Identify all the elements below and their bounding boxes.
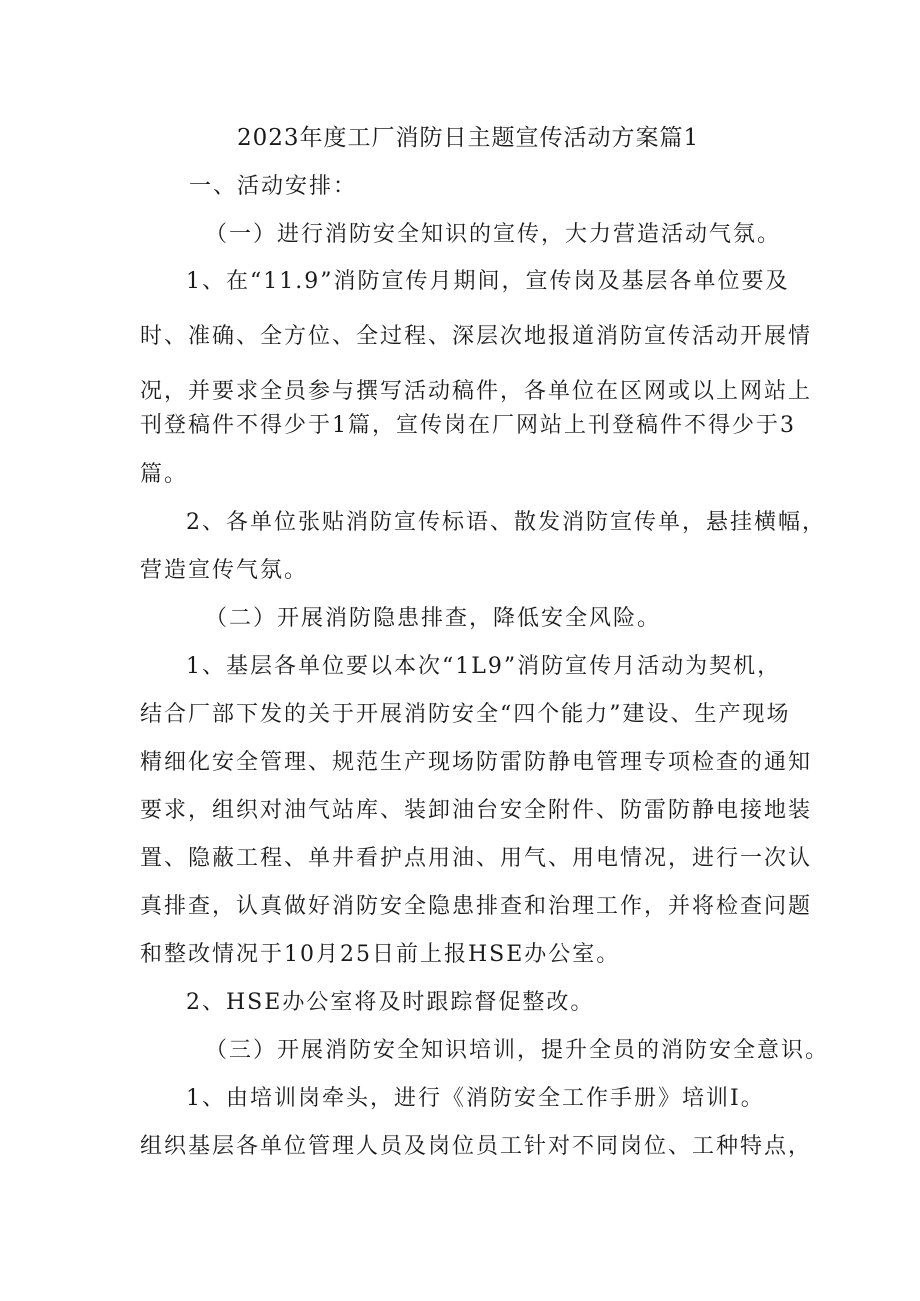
paragraph-line: 1、基层各单位要以本次“1L9”消防宣传月活动为契机，: [186, 654, 782, 679]
paragraph-line: 1、由培训岗牵头，进行《消防安全工作手册》培训I。: [186, 1086, 765, 1111]
paragraph-line: 结合厂部下发的关于开展消防安全“四个能力”建设、生产现场: [140, 702, 791, 727]
paragraph-line: 2、各单位张贴消防宣传标语、散发消防宣传单，悬挂横幅，: [186, 510, 826, 535]
paragraph-line: 要求，组织对油气站库、装卸油台安全附件、防雷防静电接地装: [140, 798, 813, 823]
paragraph-line: 组织基层各单位管理人员及岗位员工针对不同岗位、工种特点，: [140, 1134, 813, 1159]
paragraph-line: 2、HSE办公室将及时跟踪督促整改。: [186, 990, 595, 1015]
paragraph-line: 篇。: [140, 462, 189, 487]
subsection-heading-1: （一）进行消防安全知识的宣传，大力营造活动气氛。: [205, 222, 782, 247]
document-title: 2023年度工厂消防日主题宣传活动方案篇1: [237, 125, 700, 151]
paragraph-line: 况，并要求全员参与撰写活动稿件，各单位在区网或以上网站上: [140, 379, 813, 404]
section-heading-activity-arrangement: 一、活动安排：: [189, 174, 358, 199]
paragraph-line: 刊登稿件不得少于1篇，宣传岗在厂网站上刊登稿件不得少于3: [140, 413, 796, 438]
paragraph-line: 1、在“11.9”消防宣传月期间，宣传岗及基层各单位要及: [186, 269, 790, 294]
paragraph-line: 时、准确、全方位、全过程、深层次地报道消防宣传活动开展情: [140, 324, 813, 349]
paragraph-line: 置、隐蔽工程、单井看护点用油、用气、用电情况，进行一次认: [140, 846, 813, 871]
paragraph-line: 和整改情况于10月25日前上报HSE办公室。: [140, 942, 621, 967]
paragraph-line: 营造宣传气氛。: [140, 558, 309, 583]
paragraph-line: 真排查，认真做好消防安全隐患排查和治理工作，并将检查问题: [140, 894, 813, 919]
subsection-heading-2: （二）开展消防隐患排查，降低安全风险。: [205, 606, 662, 631]
paragraph-line: 精细化安全管理、规范生产现场防雷防静电管理专项检查的通知: [140, 750, 813, 775]
subsection-heading-3: （三）开展消防安全知识培训，提升全员的消防安全意识。: [205, 1038, 830, 1063]
